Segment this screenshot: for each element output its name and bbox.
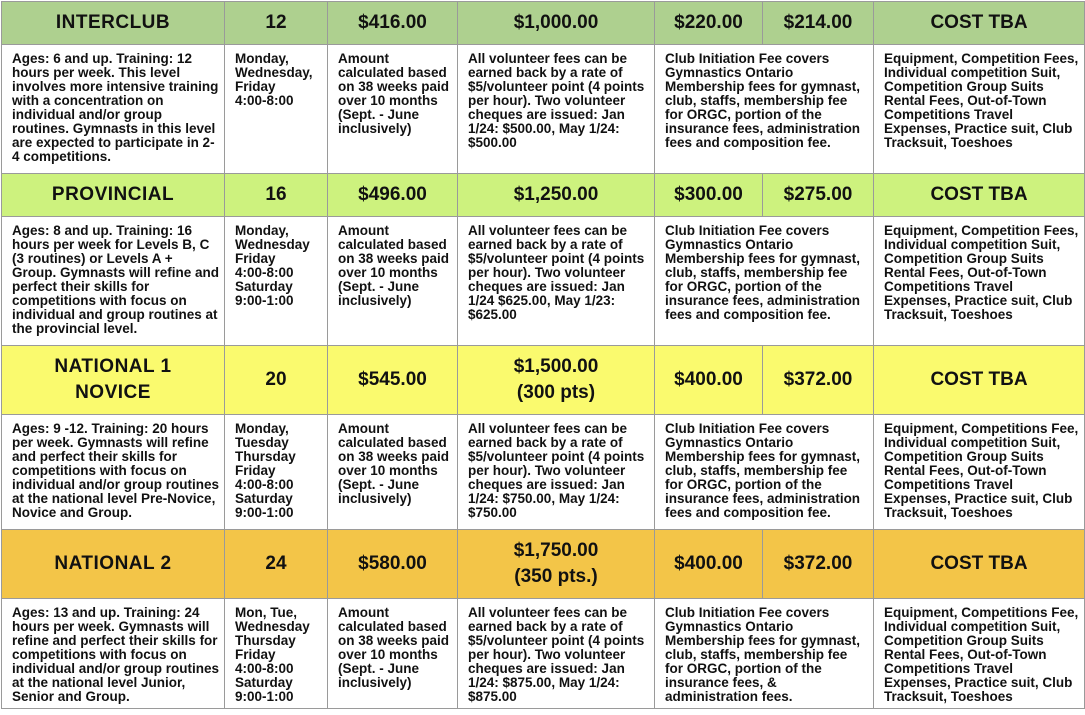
volunteer-note: All volunteer fees can be earned back by a rate of $5/volunteer point (4 points per hour). Two volunteer cheques are issued: Jan 1/24: $500.00, May 1/24: $500.00 [468, 51, 645, 150]
level-detail-row [2, 415, 1085, 530]
volunteer-amount: $1,250.00 [513, 184, 599, 205]
initiation-fee: $300.00 [655, 174, 763, 217]
volunteer-amount: $1,750.00 [513, 540, 599, 561]
level-description: Ages: 8 and up. Training: 16 hours per week for Levels B, C (3 routines) or Levels A + Group. Gymnasts will refine and perfect their skills for competitions with focus on individual and group routines at the provincial level. [12, 223, 220, 336]
amount-note: Amount calculated based on 38 weeks paid over 10 months (Sept. - June inclusively) [338, 223, 450, 308]
secondary-fee: $372.00 [763, 530, 874, 599]
training-schedule: Monday, Tuesday Thursday Friday 4:00-8:00 Saturday 9:00-1:00 [235, 421, 296, 520]
initiation-note: Club Initiation Fee covers Gymnastics Ontario Membership fees for gymnast, club, staffs, membership fee for ORGC, portion of the insurance fees, administration fees and composition fee. [665, 223, 861, 322]
volunteer-fee [458, 174, 655, 217]
level-detail-row [2, 599, 1085, 709]
training-hours: 16 [225, 174, 328, 217]
cost-tba: COST TBA [874, 2, 1085, 45]
equipment-note: Equipment, Competitions Fee, Individual competition Suit, Competition Group Suits Rental Fees, Out-of-Town Competitions Travel Expenses, Practice suit, Club Tracksuit, Toeshoes [884, 421, 1079, 520]
amount-note: Amount calculated based on 38 weeks paid over 10 months (Sept. - June inclusively) [338, 51, 450, 136]
secondary-fee: $275.00 [763, 174, 874, 217]
initiation-note: Club Initiation Fee covers Gymnastics Ontario Membership fees for gymnast, club, staffs, membership fee for ORGC, portion of the insurance fees, administration fees and composition fee. [665, 51, 861, 150]
volunteer-fee [458, 346, 655, 415]
level-name: NATIONAL 1 NOVICE [2, 346, 225, 415]
monthly-fee: $496.00 [328, 174, 458, 217]
initiation-fee: $220.00 [655, 2, 763, 45]
initiation-note: Club Initiation Fee covers Gymnastics Ontario Membership fees for gymnast, club, staffs, membership fee for ORGC, portion of the insurance fees, & administration fees. [665, 605, 861, 704]
volunteer-points: (350 pts.) [514, 566, 598, 587]
training-schedule: Mon, Tue, Wednesday Thursday Friday 4:00-8:00 Saturday 9:00-1:00 [235, 605, 310, 704]
volunteer-note: All volunteer fees can be earned back by a rate of $5/volunteer point (4 points per hour). Two volunteer cheques are issued: Jan 1/24: $750.00, May 1/24: $750.00 [468, 421, 645, 520]
volunteer-note: All volunteer fees can be earned back by a rate of $5/volunteer point (4 points per hour). Two volunteer cheques are issued: Jan 1/24 $625.00, May 1/23: $625.00 [468, 223, 645, 322]
volunteer-fee [458, 530, 655, 599]
amount-note: Amount calculated based on 38 weeks paid over 10 months (Sept. - June inclusively) [338, 421, 450, 506]
level-header-row [2, 530, 1085, 599]
volunteer-points: (300 pts) [516, 382, 596, 403]
level-description: Ages: 13 and up. Training: 24 hours per week. Gymnasts will refine and perfect their skills for competitions with focus on individual and/or group routines at the national level Junior, Senior and Group. [12, 605, 220, 704]
volunteer-note: All volunteer fees can be earned back by a rate of $5/volunteer point (4 points per hour). Two volunteer cheques are issued: Jan 1/24: $875.00, May 1/24: $875.00 [468, 605, 645, 704]
training-hours: 24 [225, 530, 328, 599]
volunteer-amount: $1,500.00 [513, 356, 599, 377]
level-header-row [2, 2, 1085, 45]
level-detail-row [2, 45, 1085, 174]
monthly-fee: $545.00 [328, 346, 458, 415]
training-hours: 12 [225, 2, 328, 45]
volunteer-fee [458, 2, 655, 45]
training-schedule: Monday, Wednesday Friday 4:00-8:00 Saturday 9:00-1:00 [235, 223, 310, 308]
monthly-fee: $580.00 [328, 530, 458, 599]
level-header-row [2, 346, 1085, 415]
secondary-fee: $214.00 [763, 2, 874, 45]
level-name: INTERCLUB [2, 2, 225, 45]
initiation-fee: $400.00 [655, 346, 763, 415]
initiation-fee: $400.00 [655, 530, 763, 599]
equipment-note: Equipment, Competitions Fee, Individual competition Suit, Competition Group Suits Rental Fees, Out-of-Town Competitions Travel Expenses, Practice suit, Club Tracksuit, Toeshoes [884, 605, 1079, 704]
level-name: PROVINCIAL [2, 174, 225, 217]
equipment-note: Equipment, Competition Fees, Individual competition Suit, Competition Group Suits Rental Fees, Out-of-Town Competitions Travel Expenses, Practice suit, Club Tracksuit, Toeshoes [884, 223, 1079, 322]
cost-tba: COST TBA [874, 530, 1085, 599]
amount-note: Amount calculated based on 38 weeks paid over 10 months (Sept. - June inclusively) [338, 605, 450, 690]
equipment-note: Equipment, Competition Fees, Individual competition Suit, Competition Group Suits Rental Fees, Out-of-Town Competitions Travel Expenses, Practice suit, Club Tracksuit, Toeshoes [884, 51, 1079, 150]
level-description: Ages: 9 -12. Training: 20 hours per week. Gymnasts will refine and perfect their skills for competitions with focus on individual and/or group routines at the national level Pre-Novice, Novice and Group. [12, 421, 220, 520]
cost-tba: COST TBA [874, 174, 1085, 217]
cost-tba: COST TBA [874, 346, 1085, 415]
training-hours: 20 [225, 346, 328, 415]
level-description: Ages: 6 and up. Training: 12 hours per week. This level involves more intensive training with a concentration on individual and/or group routines. Gymnasts in this level are expected to participate in 2-4 competitions. [12, 51, 219, 164]
level-name: NATIONAL 2 [2, 530, 225, 599]
monthly-fee: $416.00 [328, 2, 458, 45]
initiation-note: Club Initiation Fee covers Gymnastics Ontario Membership fees for gymnast, club, staffs, membership fee for ORGC, portion of the insurance fees, administration fees and composition fee. [665, 421, 861, 520]
training-schedule: Monday, Wednesday, Friday 4:00-8:00 [235, 51, 313, 108]
volunteer-amount: $1,000.00 [513, 12, 599, 33]
level-header-row [2, 174, 1085, 217]
level-detail-row [2, 217, 1085, 346]
fees-table [1, 1, 1085, 709]
secondary-fee: $372.00 [763, 346, 874, 415]
